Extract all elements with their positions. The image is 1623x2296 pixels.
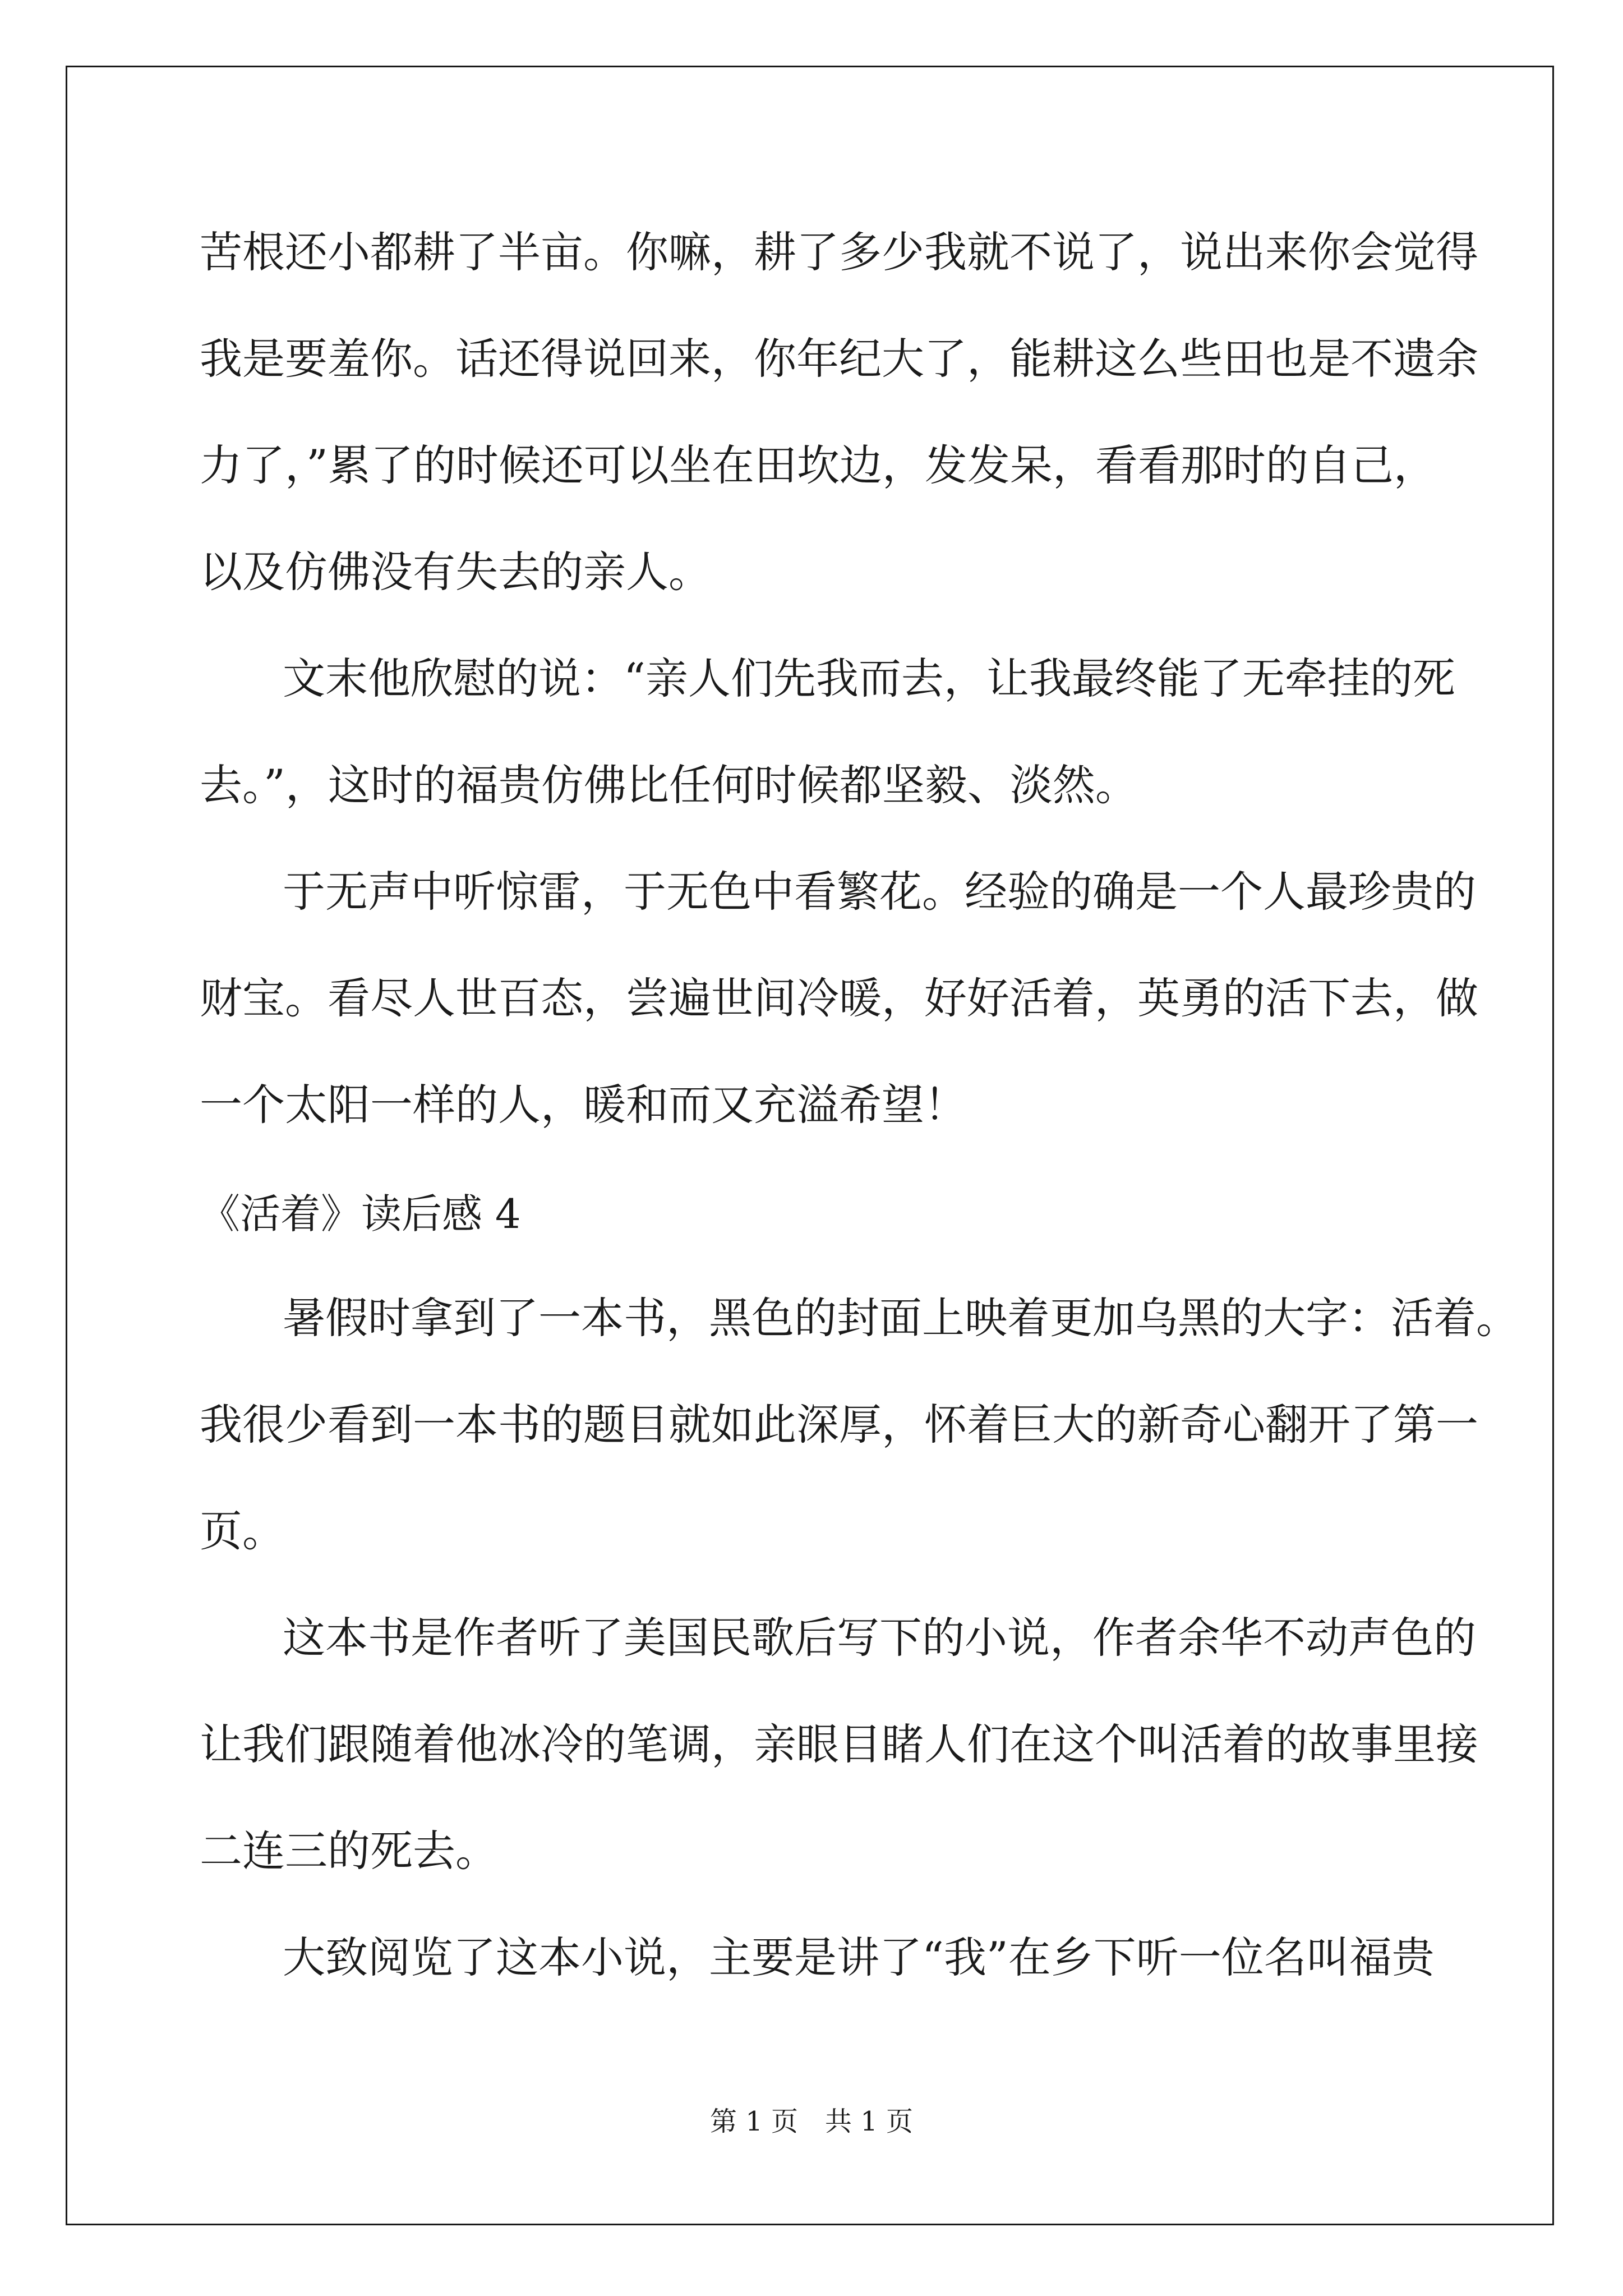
paragraph-line: 于无声中听惊雷，于无色中看繁花。经验的确是一个人最珍贵的 [283, 867, 1476, 917]
paragraph-line: 我很少看到一本书的题目就如此深厚，怀着巨大的新奇心翻开了第一 [200, 1400, 1478, 1450]
section-heading: 《活着》读后感 4 [200, 1190, 521, 1237]
paragraph-line: 暑假时拿到了一本书，黑色的封面上映着更加乌黑的大字：活着。 [283, 1293, 1519, 1343]
paragraph-line: 去。”，这时的福贵仿佛比任何时候都坚毅、淡然。 [200, 760, 1138, 810]
paragraph-line: 让我们跟随着他冰冷的笔调，亲眼目睹人们在这个叫活着的故事里接 [200, 1719, 1478, 1769]
paragraph-line: 一个太阳一样的人，暖和而又充溢希望！ [200, 1080, 967, 1130]
paragraph-line: 以及仿佛没有失去的亲人。 [200, 547, 711, 597]
page-border [66, 66, 1554, 2225]
paragraph-line: 苦根还小都耕了半亩。你嘛，耕了多少我就不说了，说出来你会觉得 [200, 227, 1478, 277]
paragraph-line: 页。 [200, 1506, 285, 1556]
paragraph-line: 这本书是作者听了美国民歌后写下的小说，作者余华不动声色的 [283, 1613, 1476, 1663]
paragraph-line: 二连三的死去。 [200, 1826, 498, 1876]
paragraph-line: 财宝。看尽人世百态，尝遍世间冷暖，好好活着，英勇的活下去，做 [200, 973, 1478, 1023]
paragraph-line: 大致阅览了这本小说，主要是讲了“我”在乡下听一位名叫福贵 [283, 1932, 1435, 1982]
paragraph-line: 文末他欣慰的说：“亲人们先我而去，让我最终能了无牵挂的死 [283, 654, 1455, 703]
paragraph-line: 力了，”累了的时候还可以坐在田坎边，发发呆，看看那时的自己， [200, 440, 1436, 490]
paragraph-line: 我是要羞你。话还得说回来，你年纪大了，能耕这么些田也是不遗余 [200, 334, 1478, 384]
page-number-footer: 第 1 页 共 1 页 [709, 2106, 914, 2137]
